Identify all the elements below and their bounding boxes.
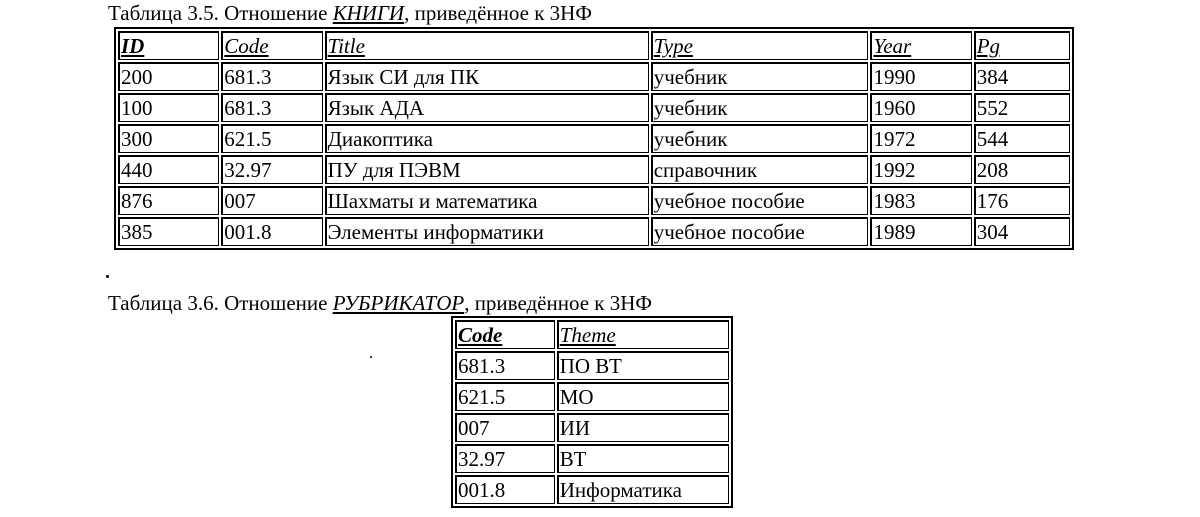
table-books-caption — [108, 1, 592, 25]
cell-theme: ИИ — [557, 413, 729, 442]
cell-id: 385 — [118, 217, 219, 246]
cell-year: 1990 — [870, 62, 971, 91]
cell-theme: ВТ — [557, 444, 729, 473]
header-type: Type — [651, 31, 869, 60]
cell-type: учебное пособие — [651, 217, 869, 246]
table-books — [114, 27, 1074, 250]
table-row — [118, 155, 1070, 184]
cell-type: учебник — [651, 124, 869, 153]
cell-title: ПУ для ПЭВМ — [325, 155, 649, 184]
cell-title: Диакоптика — [325, 124, 649, 153]
caption-suffix: , приведённое к 3НФ — [404, 1, 592, 25]
header-code: Code — [455, 320, 555, 349]
caption-prefix: Таблица 3.5. Отношение — [108, 1, 333, 25]
cell-type: учебное пособие — [651, 186, 869, 215]
table-header-row — [455, 320, 729, 349]
cell-pg: 384 — [974, 62, 1070, 91]
cell-year: 1989 — [870, 217, 971, 246]
cell-code: 007 — [455, 413, 555, 442]
header-pg: Pg — [974, 31, 1070, 60]
table-row — [118, 93, 1070, 122]
cell-pg: 208 — [974, 155, 1070, 184]
scan-speck — [370, 356, 372, 358]
cell-code: 001.8 — [221, 217, 322, 246]
cell-type: справочник — [651, 155, 869, 184]
cell-code: 001.8 — [455, 475, 555, 504]
cell-id: 300 — [118, 124, 219, 153]
table-row — [455, 382, 729, 411]
cell-title: Язык СИ для ПК — [325, 62, 649, 91]
table-row — [118, 217, 1070, 246]
cell-theme: ПО ВТ — [557, 351, 729, 380]
caption-relation-name: РУБРИКАТОР — [332, 291, 465, 315]
table-row — [455, 475, 729, 504]
cell-code: 32.97 — [455, 444, 555, 473]
cell-year: 1992 — [870, 155, 971, 184]
cell-year: 1960 — [870, 93, 971, 122]
caption-prefix: Таблица 3.6. Отношение — [108, 291, 333, 315]
table-header-row — [118, 31, 1070, 60]
cell-code: 32.97 — [221, 155, 322, 184]
header-title: Title — [325, 31, 649, 60]
caption-relation-name: КНИГИ — [332, 1, 405, 25]
header-id: ID — [118, 31, 219, 60]
cell-id: 440 — [118, 155, 219, 184]
table-row — [455, 444, 729, 473]
cell-title: Шахматы и математика — [325, 186, 649, 215]
cell-code: 621.5 — [221, 124, 322, 153]
cell-year: 1983 — [870, 186, 971, 215]
cell-id: 100 — [118, 93, 219, 122]
cell-code: 681.3 — [221, 62, 322, 91]
cell-id: 876 — [118, 186, 219, 215]
cell-title: Элементы информатики — [325, 217, 649, 246]
cell-code: 681.3 — [455, 351, 555, 380]
cell-type: учебник — [651, 93, 869, 122]
cell-title: Язык АДА — [325, 93, 649, 122]
table-rubricator-caption — [108, 291, 652, 315]
cell-pg: 176 — [974, 186, 1070, 215]
header-year: Year — [870, 31, 971, 60]
cell-code: 007 — [221, 186, 322, 215]
cell-code: 621.5 — [455, 382, 555, 411]
table-rubricator — [451, 316, 733, 508]
table-row — [118, 62, 1070, 91]
cell-pg: 552 — [974, 93, 1070, 122]
table-row — [455, 413, 729, 442]
table-row — [118, 124, 1070, 153]
table-row — [118, 186, 1070, 215]
table-row — [455, 351, 729, 380]
cell-pg: 544 — [974, 124, 1070, 153]
header-code: Code — [221, 31, 322, 60]
cell-code: 681.3 — [221, 93, 322, 122]
cell-year: 1972 — [870, 124, 971, 153]
caption-suffix: , приведённое к 3НФ — [464, 291, 653, 315]
cell-theme: МО — [557, 382, 729, 411]
cell-id: 200 — [118, 62, 219, 91]
scan-speck — [106, 275, 109, 278]
cell-type: учебник — [651, 62, 869, 91]
cell-theme: Информатика — [557, 475, 729, 504]
cell-pg: 304 — [974, 217, 1070, 246]
header-theme: Theme — [557, 320, 729, 349]
